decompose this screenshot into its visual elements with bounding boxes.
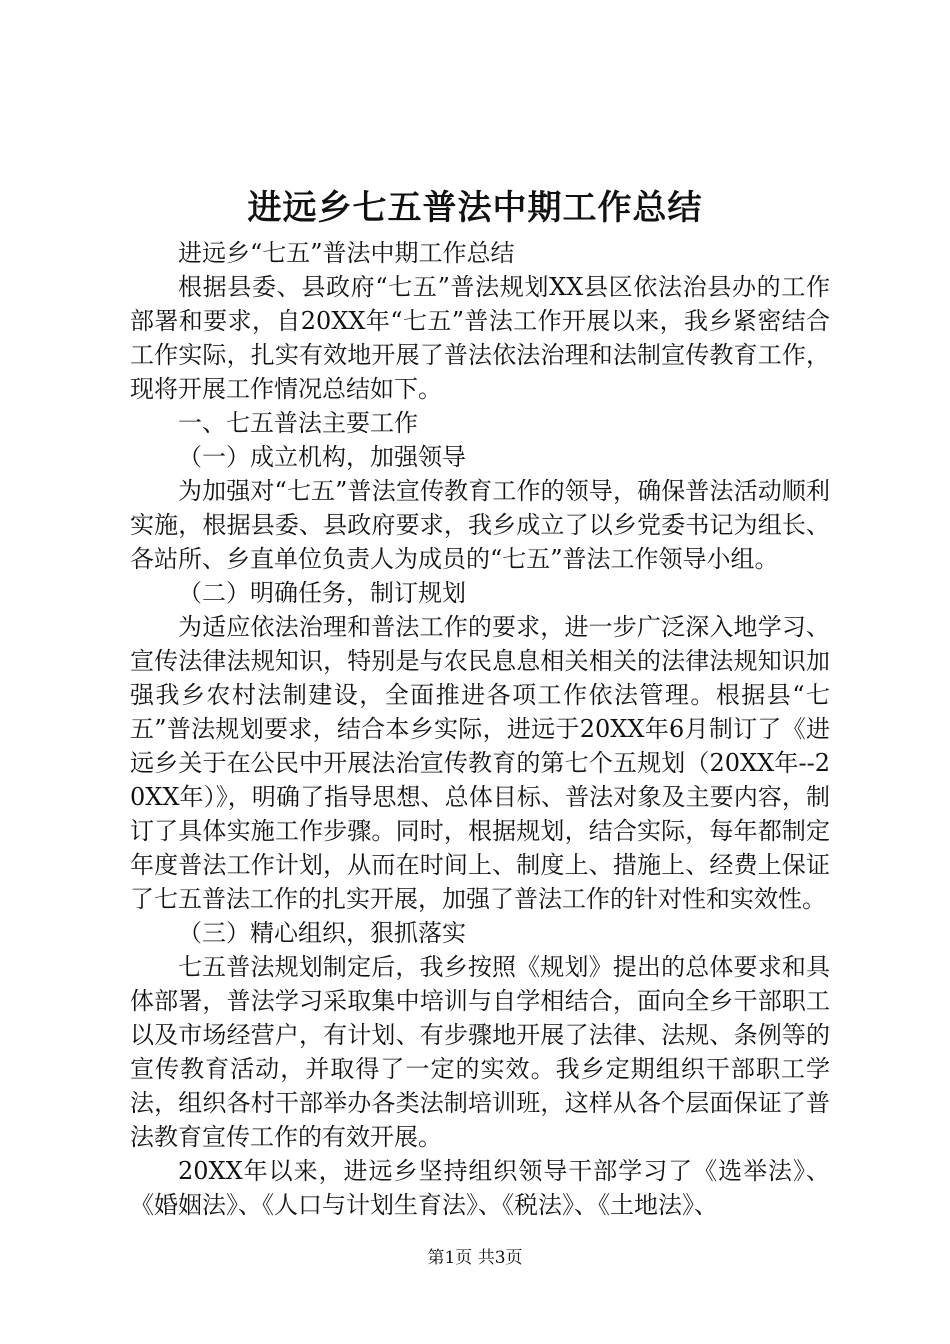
page-footer: 第1页 共3页	[427, 1248, 523, 1268]
paragraph-planning: 为适应依法治理和普法工作的要求，进一步广泛深入地学习、宣传法律法规知识，特别是与农民息息相关相关的法律法规知识加强我乡农村法制建设，全面推进各项工作依法管理。根据县“七五”普法规划要求，结合本乡实际，进远于20XX年6月制订了《进远乡关于在公民中开展法治宣传教育的第七个五规划（20XX年--20XX年）》，明确了指导思想、总体目标、普法对象及主要内容，制订了具体实施工作步骤。同时，根据规划，结合实际，每年都制定年度普法工作计划，从而在时间上、制度上、措施上、经费上保证了七五普法工作的扎实开展，加强了普法工作的针对性和实效性。	[130, 613, 830, 913]
document-title: 进远乡七五普法中期工作总结	[247, 188, 703, 228]
paragraph-laws-studied: 20XX年以来，进远乡坚持组织领导干部学习了《选举法》、《婚姻法》、《人口与计划生育法》、《税法》、《土地法》、	[130, 1157, 830, 1219]
paragraph-organization: 为加强对“七五”普法宣传教育工作的领导，确保普法活动顺利实施，根据县委、县政府要求，我乡成立了以乡党委书记为组长、各站所、乡直单位负责人为成员的“七五”普法工作领导小组。	[130, 477, 830, 573]
subsection-heading-planning: （二）明确任务，制订规划	[178, 579, 466, 607]
paragraph-subtitle: 进远乡“七五”普法中期工作总结	[178, 239, 515, 267]
paragraph-implementation: 七五普法规划制定后，我乡按照《规划》提出的总体要求和具体部署，普法学习采取集中培训与自学相结合，面向全乡干部职工以及市场经营户，有计划、有步骤地开展了法律、法规、条例等的宣传教育活动，并取得了一定的实效。我乡定期组织干部职工学法，组织各村干部举办各类法制培训班，这样从各个层面保证了普法教育宣传工作的有效开展。	[130, 953, 830, 1151]
section-heading-main-work: 一、七五普法主要工作	[178, 409, 418, 437]
paragraph-intro: 根据县委、县政府“七五”普法规划XX县区依法治县办的工作部署和要求，自20XX年“七五”普法工作开展以来，我乡紧密结合工作实际，扎实有效地开展了普法依法治理和法制宣传教育工作，现将开展工作情况总结如下。	[130, 273, 830, 403]
subsection-heading-implementation: （三）精心组织，狠抓落实	[178, 919, 466, 947]
subsection-heading-organization: （一）成立机构，加强领导	[178, 443, 466, 471]
document-body	[130, 236, 830, 1222]
